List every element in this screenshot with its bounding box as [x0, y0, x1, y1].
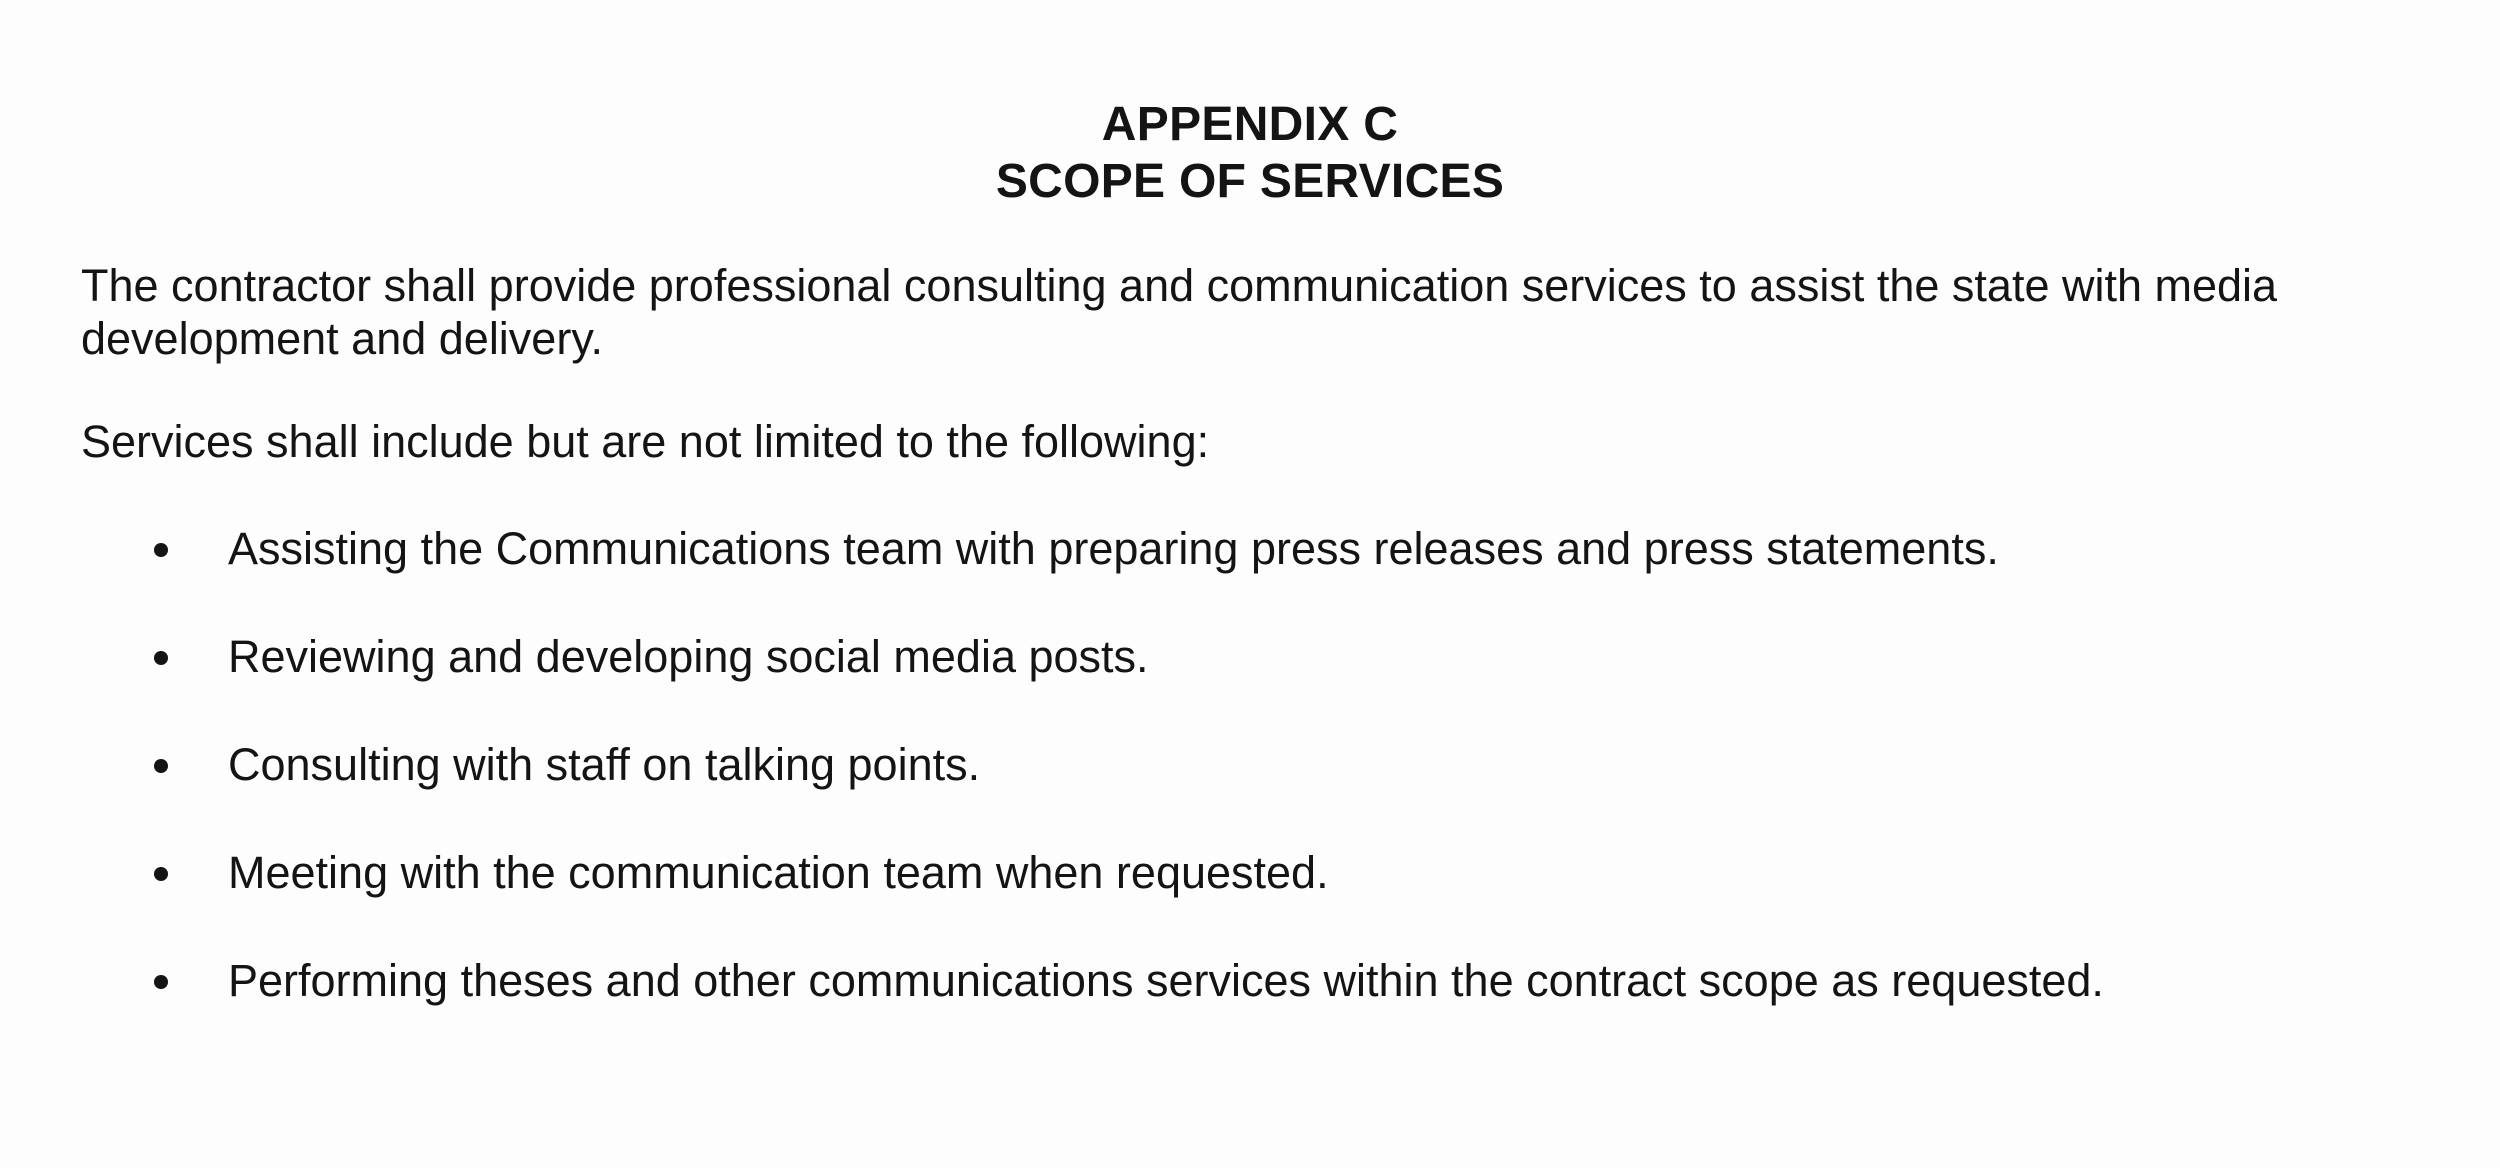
intro-line-1: The contractor shall provide professional consulting and communication services to assist the state with media: [81, 260, 2278, 311]
list-item-text: Performing theses and other communications services within the contract scope as requested.: [228, 955, 2104, 1006]
list-item: [0, 630, 2500, 738]
list-item: [0, 522, 2500, 630]
list-item: [0, 954, 2500, 1062]
list-item-text: Consulting with staff on talking points.: [228, 739, 981, 790]
list-item-text: Meeting with the communication team when requested.: [228, 847, 1329, 898]
bullet-icon: [154, 543, 168, 557]
appendix-title: APPENDIX C: [1101, 98, 1399, 151]
list-item: [0, 846, 2500, 954]
document-heading: [0, 96, 2500, 210]
bullet-icon: [154, 651, 168, 665]
list-item-text: Reviewing and developing social media posts.: [228, 631, 1149, 682]
bullet-icon: [154, 867, 168, 881]
intro-paragraph: [81, 259, 2441, 365]
bullet-icon: [154, 759, 168, 773]
bullet-icon: [154, 975, 168, 989]
services-list: [0, 522, 2500, 1062]
section-title: SCOPE OF SERVICES: [995, 155, 1505, 208]
list-item-text: Assisting the Communications team with preparing press releases and press statements.: [228, 523, 1999, 574]
intro-line-2: development and delivery.: [81, 313, 603, 364]
lead-paragraph: Services shall include but are not limited to the following:: [81, 416, 1210, 467]
list-item: [0, 738, 2500, 846]
